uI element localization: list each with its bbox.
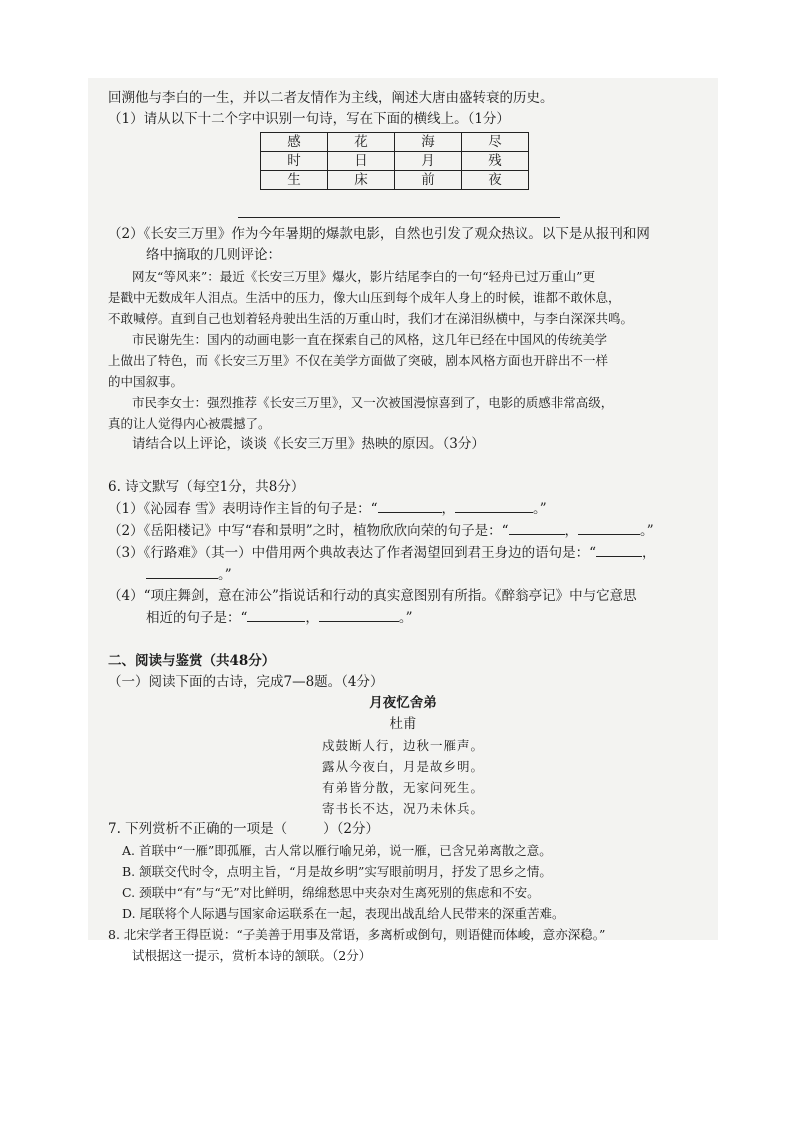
comment-2-cont: 的中国叙事。 xyxy=(108,374,184,389)
comment-2-cont: 上做出了特色，而《长安三万里》不仅在美学方面做了突破，剧本风格方面也开辟出不一样 xyxy=(108,353,609,368)
poem-line: 戍鼓断人行，边秋一雁声。 xyxy=(321,738,484,753)
comment-1: 网友“等风来”：最近《长安三万里》爆火，影片结尾李白的一句“轻舟已过万重山”更 xyxy=(132,269,596,284)
comment-2: 市民谢先生：国内的动画电影一直在探索自己的风格，这几年已经在中国风的传统美学 xyxy=(132,332,608,347)
poem-line: 有弟皆分散，无家问死生。 xyxy=(321,780,484,795)
grid-row xyxy=(261,171,529,190)
q6-title: 6. 诗文默写（每空1分，共8分） xyxy=(108,479,305,495)
q8-task: 试根据这一提示，赏析本诗的颔联。（2分） xyxy=(132,948,372,963)
poem-author: 杜甫 xyxy=(389,716,417,732)
answer-blank[interactable] xyxy=(319,607,399,622)
q6-item-3-cont: 。” xyxy=(108,564,698,586)
character-grid xyxy=(260,132,529,190)
poem-line: 寄书长不达，况乃未休兵。 xyxy=(321,801,484,816)
grid-cell: 残 xyxy=(462,152,529,171)
q8-stem: 8. 北宋学者王得臣说：“子美善于用事及常语，多离析或倒句，则语健而体峻，意亦深稳。” xyxy=(108,927,606,942)
answer-blank[interactable] xyxy=(596,542,642,557)
answer-blank[interactable] xyxy=(247,607,305,622)
grid-cell: 花 xyxy=(328,133,395,152)
answer-blank[interactable] xyxy=(578,520,640,535)
q2-prompt: （2）《长安三万里》作为今年暑期的爆款电影，自然也引发了观众热议。以下是从报刊和网 xyxy=(108,226,650,242)
q7-option-b: B. 颔联交代时令，点明主旨，“月是故乡明”实写眼前明月，抒发了思乡之情。 xyxy=(122,864,552,879)
answer-blank[interactable] xyxy=(509,520,565,535)
q2-task: 请结合以上评论，谈谈《长安三万里》热映的原因。（3分） xyxy=(132,436,485,452)
comment-3: 市民李女士：强烈推荐《长安三万里》，又一次被国漫惊喜到了，电影的质感非常高级， xyxy=(132,395,614,410)
grid-cell: 前 xyxy=(395,171,462,190)
answer-blank[interactable] xyxy=(378,498,442,513)
q6-item-4-cont: 相近的句子是：“ ， 。” xyxy=(108,607,698,629)
comment-3-cont: 真的让人觉得内心被震撼了。 xyxy=(108,416,271,431)
q6-item-4: （4）“项庄舞剑，意在沛公”指说话和行动的真实意图别有所指。《醉翁亭记》中与它意思 xyxy=(108,588,637,604)
poem-line: 露从今夜白，月是故乡明。 xyxy=(321,759,484,774)
poem-title: 月夜忆舍弟 xyxy=(369,695,437,711)
q1-prompt: （1）请从以下十二个字中识别一句诗，写在下面的横线上。（1分） xyxy=(108,111,510,127)
q7-stem: 7. 下列赏析不正确的一项是（ ）（2分） xyxy=(108,821,380,837)
q6-item-2: （2）《岳阳楼记》中写“春和景明”之时，植物欣欣向荣的句子是：“ ， 。” xyxy=(108,520,698,542)
grid-cell: 夜 xyxy=(462,171,529,190)
section-2-title: 二、阅读与鉴赏（共48分） xyxy=(108,653,276,669)
intro-line: 回溯他与李白的一生，并以二者友情作为主线，阐述大唐由盛转衰的历史。 xyxy=(108,90,554,106)
answer-blank[interactable] xyxy=(455,498,533,513)
grid-row xyxy=(261,152,529,171)
exam-page xyxy=(108,88,698,966)
answer-blank[interactable] xyxy=(146,564,218,579)
grid-cell: 月 xyxy=(395,152,462,171)
grid-cell: 床 xyxy=(328,171,395,190)
grid-cell: 时 xyxy=(261,152,328,171)
q7-option-d: D. 尾联将个人际遇与国家命运联系在一起，表现出战乱给人民带来的深重苦难。 xyxy=(122,906,565,921)
q7-option-c: C. 颈联中“有”与“无”对比鲜明，绵绵愁思中夹杂对生离死别的焦虑和不安。 xyxy=(122,885,540,900)
section-2-sub1: （一）阅读下面的古诗，完成7—8题。（4分） xyxy=(108,674,384,690)
grid-cell: 海 xyxy=(395,133,462,152)
q6-item-1: （1）《沁园春 雪》表明诗作主旨的句子是：“ ， 。” xyxy=(108,498,698,520)
q2-prompt-cont: 络中摘取的几则评论： xyxy=(146,247,281,263)
q7-option-a: A. 首联中“一雁”即孤雁，古人常以雁行喻兄弟，说一雁，已含兄弟离散之意。 xyxy=(122,843,552,858)
grid-cell: 生 xyxy=(261,171,328,190)
grid-cell: 感 xyxy=(261,133,328,152)
q6-item-3: （3）《行路难》（其一）中借用两个典故表达了作者渴望回到君王身边的语句是：“ ， xyxy=(108,542,698,564)
comment-1-cont: 不敢喊停。直到自己也划着轻舟驶出生活的万重山时，我们才在涕泪纵横中，与李白深深共鸣。 xyxy=(108,311,634,326)
grid-cell: 尽 xyxy=(462,133,529,152)
grid-row xyxy=(261,133,529,152)
q1-answer-line[interactable] xyxy=(238,216,560,218)
comment-1-cont: 是戳中无数成年人泪点。生活中的压力，像大山压到每个成年人身上的时候，谁都不敢休息， xyxy=(108,290,621,305)
grid-cell: 日 xyxy=(328,152,395,171)
